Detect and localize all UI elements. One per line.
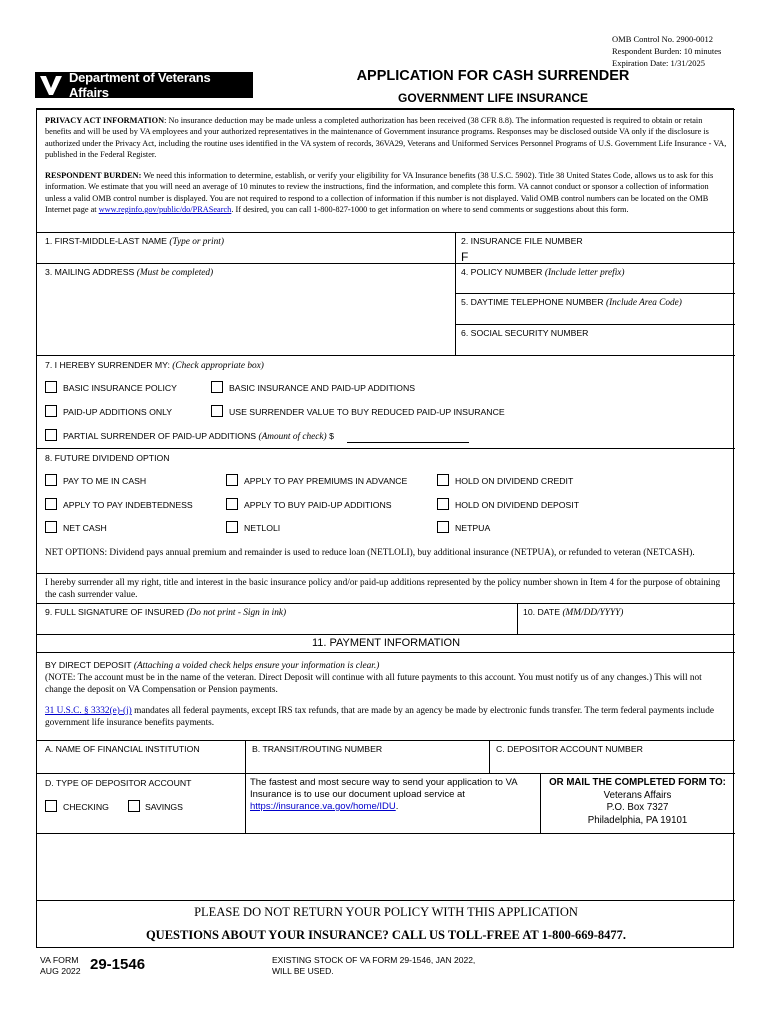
- form-frame: [36, 108, 734, 948]
- toll-free-notice: QUESTIONS ABOUT YOUR INSURANCE? CALL US TOLL-FREE AT 1-800-669-8477.: [145, 928, 627, 942]
- basic-insurance-label: BASIC INSURANCE POLICY: [63, 383, 177, 393]
- checking-label: CHECKING: [63, 802, 109, 812]
- privacy-heading: PRIVACY ACT INFORMATION: [45, 116, 165, 125]
- va-logo: [35, 72, 253, 98]
- mail-address-block: [540, 777, 735, 827]
- divider: [37, 263, 735, 264]
- footer-form-number: 29-1546: [90, 956, 146, 973]
- policy-number-label: [461, 267, 625, 279]
- mail-line2: P.O. Box 7327: [606, 802, 669, 813]
- net-cash-label: NET CASH: [63, 523, 107, 533]
- partial-hint: (Amount of check): [258, 432, 327, 442]
- divider: [455, 324, 735, 325]
- netpua-checkbox[interactable]: [437, 521, 449, 533]
- surrender-hint: (Check appropriate box): [172, 361, 264, 371]
- address-field-label: [45, 267, 213, 279]
- form-title: APPLICATION FOR CASH SURRENDER: [356, 68, 630, 84]
- form-subtitle: GOVERNMENT LIFE INSURANCE: [397, 91, 588, 105]
- praseach-link[interactable]: www.reginfo.gov/public/do/PRASearch: [98, 204, 232, 214]
- divider: [37, 900, 735, 901]
- dividend-label: 8. FUTURE DIVIDEND OPTION: [45, 453, 170, 463]
- pay-indebtedness-checkbox[interactable]: [45, 498, 57, 510]
- dividend-credit-label: HOLD ON DIVIDEND CREDIT: [455, 476, 574, 486]
- agency-name: Department of Veterans Affairs: [68, 70, 211, 100]
- upload-text: The fastest and most secure way to send your application to VA Insurance is to use our document upload service at: [250, 777, 518, 800]
- date-hint: (MM/DD/YYYY): [562, 608, 624, 618]
- burden-heading: RESPONDENT BURDEN:: [45, 171, 142, 180]
- footer-form-id: [40, 955, 81, 977]
- address-label-text: 3. MAILING ADDRESS: [45, 267, 137, 277]
- routing-label: B. TRANSIT/ROUTING NUMBER: [252, 744, 383, 754]
- va-seal-icon: [39, 74, 63, 96]
- partial-surrender-label: [63, 430, 334, 443]
- upload-info: [250, 777, 540, 813]
- footer-date: AUG 2022: [40, 966, 81, 976]
- divider: [37, 833, 735, 834]
- payment-section-title: 11. PAYMENT INFORMATION: [311, 637, 461, 649]
- institution-field[interactable]: [39, 756, 239, 772]
- net-options-note: NET OPTIONS: Dividend pays annual premium and remainder is used to reduce loan (NETLOLI), buy additional insurance (NETPUA), or refunded to veteran (NETCASH).: [45, 548, 695, 558]
- divider: [245, 773, 246, 833]
- paidup-only-label: PAID-UP ADDITIONS ONLY: [63, 407, 173, 417]
- signature-label-text: 9. FULL SIGNATURE OF INSURED: [45, 607, 187, 617]
- savings-checkbox[interactable]: [128, 800, 140, 812]
- divider: [37, 740, 735, 741]
- name-field[interactable]: [39, 249, 453, 263]
- surrender-statement: I hereby surrender all my right, title and interest in the basic insurance policy and/or paid-up additions represented by the policy number shown in Item 4 for the purpose of obtaining the cash surrender value.: [45, 578, 721, 600]
- address-hint: (Must be completed): [136, 268, 214, 278]
- reduced-paidup-label: USE SURRENDER VALUE TO BUY REDUCED PAID-UP INSURANCE: [229, 407, 505, 417]
- usc-statement: [45, 705, 729, 729]
- routing-field[interactable]: [247, 756, 487, 772]
- upload-end: .: [395, 801, 399, 812]
- pay-in-cash-checkbox[interactable]: [45, 474, 57, 486]
- basic-and-paidup-checkbox[interactable]: [211, 381, 223, 393]
- partial-label-text: PARTIAL SURRENDER OF PAID-UP ADDITIONS: [63, 431, 259, 441]
- direct-deposit-note: (NOTE: The account must be in the name of the veteran. Direct Deposit will continue with all future payments to this account. You must notify us of any changes.) This will not change the deposit on VA Compensation or Pension payments.: [45, 673, 702, 695]
- direct-deposit-label: BY DIRECT DEPOSIT: [45, 660, 134, 670]
- file-number-label: 2. INSURANCE FILE NUMBER: [461, 236, 583, 246]
- mail-heading: OR MAIL THE COMPLETED FORM TO:: [549, 777, 726, 788]
- usc-text: mandates all federal payments, except IRS tax refunds, that are made by an agency be made by electronic funds transfer. The term federal payments include government life insurance benefits payments.: [45, 706, 714, 728]
- stock-line2: WILL BE USED.: [272, 966, 334, 976]
- stock-line1: EXISTING STOCK OF VA FORM 29-1546, JAN 2022,: [272, 955, 476, 965]
- divider: [37, 232, 735, 233]
- divider: [37, 573, 735, 574]
- buy-paidup-label: APPLY TO BUY PAID-UP ADDITIONS: [244, 500, 392, 510]
- privacy-text: : No insurance deduction may be made unless a completed authorization has been received (38 CFR 8.8). The information requested is required to obtain or retain benefits and will be used by VA employees and your authorized representatives in the maintenance of Government insurance programs. Responses may be disclosed outside VA only if the disclosure is authorized under the Privacy Act, including the routine uses identified in the VA system of records, 36VA29, Veterans and Uniformed Services Personnel Programs of U.S. Government Life Insurance - VA, published in the Federal Register.: [45, 116, 727, 159]
- account-label: C. DEPOSITOR ACCOUNT NUMBER: [496, 744, 643, 754]
- savings-label: SAVINGS: [145, 802, 183, 812]
- footer-va-form: VA FORM: [40, 955, 79, 965]
- dividend-deposit-label: HOLD ON DIVIDEND DEPOSIT: [455, 500, 580, 510]
- direct-deposit-heading: [45, 659, 729, 672]
- partial-amount-field[interactable]: [347, 442, 469, 443]
- account-field[interactable]: [491, 756, 733, 772]
- pay-indebtedness-label: APPLY TO PAY INDEBTEDNESS: [63, 500, 193, 510]
- omb-expiration-date: Expiration Date: 1/31/2025: [612, 58, 706, 68]
- netloli-checkbox[interactable]: [226, 521, 238, 533]
- signature-field[interactable]: [39, 619, 513, 633]
- reduced-paidup-checkbox[interactable]: [211, 405, 223, 417]
- dividend-credit-checkbox[interactable]: [437, 474, 449, 486]
- date-label-text: 10. DATE: [523, 607, 563, 617]
- ssn-label: 6. SOCIAL SECURITY NUMBER: [461, 328, 589, 338]
- basic-insurance-checkbox[interactable]: [45, 381, 57, 393]
- date-field[interactable]: [519, 619, 733, 633]
- divider: [37, 448, 735, 449]
- phone-hint: (Include Area Code): [605, 298, 682, 308]
- netpua-label: NETPUA: [455, 523, 491, 533]
- divider: [517, 603, 518, 634]
- address-field[interactable]: [39, 280, 453, 352]
- signature-hint: (Do not print - Sign in ink): [186, 608, 287, 618]
- signature-label: [45, 607, 286, 619]
- privacy-act-notice: [45, 115, 729, 160]
- surrender-label: [45, 360, 264, 372]
- divider: [37, 603, 735, 604]
- pay-in-cash-label: PAY TO ME IN CASH: [63, 476, 147, 486]
- divider: [455, 293, 735, 294]
- mail-line1: Veterans Affairs: [603, 789, 672, 801]
- dividend-deposit-checkbox[interactable]: [437, 498, 449, 510]
- omb-respondent-burden: Respondent Burden: 10 minutes: [612, 46, 722, 56]
- footer-stock-note: [272, 955, 475, 977]
- dollar-sign: $: [326, 431, 334, 441]
- name-hint: (Type or print): [169, 237, 224, 247]
- omb-info: [612, 33, 721, 69]
- file-number-field[interactable]: F: [461, 250, 469, 264]
- divider: [489, 740, 490, 773]
- do-not-return-notice: PLEASE DO NOT RETURN YOUR POLICY WITH THIS APPLICATION: [194, 905, 578, 919]
- burden-text-end: . If desired, you can call 1-800-827-1000 to get information on where to send comments or suggestions about this form.: [231, 204, 629, 214]
- name-field-label: [45, 236, 224, 248]
- basic-and-paidup-label: BASIC INSURANCE AND PAID-UP ADDITIONS: [229, 383, 416, 393]
- premiums-advance-checkbox[interactable]: [226, 474, 238, 486]
- usc-link[interactable]: 31 U.S.C. § 3332(e)-(j): [45, 706, 132, 716]
- date-label: [523, 607, 623, 619]
- premiums-advance-label: APPLY TO PAY PREMIUMS IN ADVANCE: [244, 476, 408, 486]
- divider: [37, 652, 735, 653]
- upload-link[interactable]: https://insurance.va.gov/home/IDU: [250, 801, 396, 812]
- checking-checkbox[interactable]: [45, 800, 57, 812]
- divider: [37, 634, 735, 635]
- institution-label: A. NAME OF FINANCIAL INSTITUTION: [45, 744, 200, 754]
- phone-label-text: 5. DAYTIME TELEPHONE NUMBER: [461, 297, 606, 307]
- burden-text: We need this information to determine, establish, or verify your eligibility for VA Insurance benefits (38 U.S.C. 5902). Title 38 United States Code, allows us to ask for this information. We estimate that you will need an average of 10 minutes to review the instructions, find the information, and complete this form. VA cannot conduct or sponsor a collection of information unless a valid OMB control number is displayed. You are not required to respond to a collection of information if this number is not displayed. Valid OMB control numbers can be located on the OMB Internet page at: [45, 171, 714, 214]
- direct-deposit-hint: (Attaching a voided check helps ensure your information is clear.): [133, 661, 380, 671]
- partial-surrender-checkbox[interactable]: [45, 429, 57, 441]
- policy-hint: (Include letter prefix): [544, 268, 625, 278]
- mail-line3: Philadelphia, PA 19101: [587, 814, 688, 826]
- netloli-label: NETLOLI: [244, 523, 281, 533]
- paidup-only-checkbox[interactable]: [45, 405, 57, 417]
- divider: [37, 109, 735, 110]
- phone-label: [461, 297, 682, 309]
- buy-paidup-checkbox[interactable]: [226, 498, 238, 510]
- divider: [37, 773, 735, 774]
- divider: [245, 740, 246, 773]
- net-cash-checkbox[interactable]: [45, 521, 57, 533]
- account-type-label: D. TYPE OF DEPOSITOR ACCOUNT: [45, 778, 192, 788]
- omb-control-number: OMB Control No. 2900-0012: [612, 34, 714, 44]
- surrender-label-text: 7. I HEREBY SURRENDER MY:: [45, 360, 173, 370]
- respondent-burden-notice: [45, 170, 729, 215]
- name-label-text: 1. FIRST-MIDDLE-LAST NAME: [45, 236, 170, 246]
- divider: [37, 355, 735, 356]
- policy-label-text: 4. POLICY NUMBER: [461, 267, 545, 277]
